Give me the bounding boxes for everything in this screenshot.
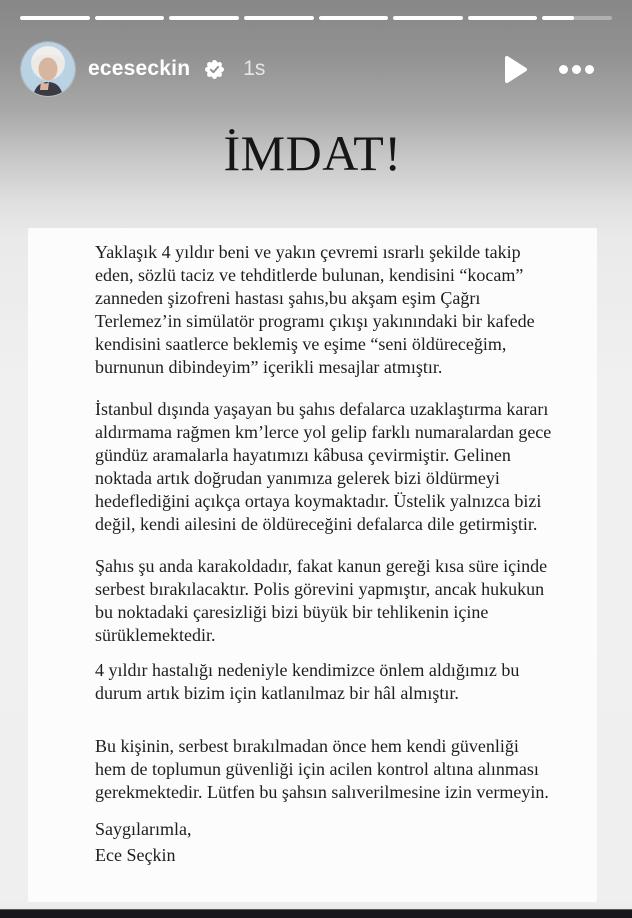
progress-segment: [319, 16, 389, 20]
note-closing: Saygılarımla,: [95, 819, 192, 839]
avatar[interactable]: [21, 42, 75, 96]
more-options-icon: [572, 65, 581, 74]
note-signature: Ece Seçkin: [95, 845, 176, 865]
progress-segment: [542, 16, 612, 20]
verified-badge-icon: [205, 60, 224, 79]
more-options-button[interactable]: [559, 65, 594, 74]
story-timestamp: 1s: [243, 57, 266, 80]
story-header-right: [504, 55, 594, 84]
note-card: [28, 228, 597, 902]
note-paragraph: Bu kişinin, serbest bırakılmadan önce hem kendi güvenliği hem de toplumun güvenliği için acilen kontrol altına alınması gerekmektedir. Lütfen bu şahsın salıverilmesine izin vermeyin.: [95, 736, 549, 802]
username[interactable]: eceseckin: [88, 57, 191, 80]
progress-segment: [244, 16, 314, 20]
progress-segment: [95, 16, 165, 20]
more-options-icon: [559, 65, 568, 74]
progress-segment: [468, 16, 538, 20]
note-title: İMDAT!: [223, 125, 402, 181]
bottom-bar: [0, 909, 632, 918]
progress-segment: [169, 16, 239, 20]
note-paragraph: İstanbul dışında yaşayan bu şahıs defalarca uzaklaştırma kararı aldırmama rağmen km’lerce yol gelip farklı numaralardan gece gündüz aramalarla hayatımızı kâbusa çevirmiştir. Gelinen noktada artık doğrudan yanımıza gelerek bizi öldürmeyi hedeflediğini açıkça ortaya koymaktadır. Üstelik yalnızca bizi değil, kendi ailesini de öldüreceğini defalarca dile getirmiştir.: [95, 399, 552, 534]
play-icon: [504, 55, 528, 84]
story-header-left: [21, 42, 265, 96]
play-button[interactable]: [504, 55, 528, 84]
story-progress: [20, 16, 612, 20]
progress-segment: [20, 16, 90, 20]
more-options-icon: [585, 65, 594, 74]
note-paragraph: 4 yıldır hastalığı nedeniyle kendimizce önlem aldığımız bu durum artık bizim için katlanılmaz bir hâl almıştır.: [95, 660, 520, 703]
avatar-image: [21, 42, 75, 96]
note-paragraph: Şahıs şu anda karakoldadır, fakat kanun gereği kısa süre içinde serbest bırakılacaktır. Polis görevini yapmıştır, ancak hukukun bu noktadaki çaresizliği bizi büyük bir tehlikenin içine sürüklemektedir.: [95, 556, 548, 645]
story-header: [21, 41, 594, 97]
progress-segment: [393, 16, 463, 20]
note-paragraph: Yaklaşık 4 yıldır beni ve yakın çevremi ısrarlı şekilde takip eden, sözlü taciz ve tehditlerde bulunan, kendisini “kocam” zanneden şizofreni hastası şahıs,bu akşam eşim Çağrı Terlemez’in simülatör programı çıkışı yakınındaki bir kafede kendisini saatlerce beklemiş ve eşime “seni öldüreceğim, burnunun dibindeyim” içerikli mesajlar atmıştır.: [95, 242, 535, 377]
